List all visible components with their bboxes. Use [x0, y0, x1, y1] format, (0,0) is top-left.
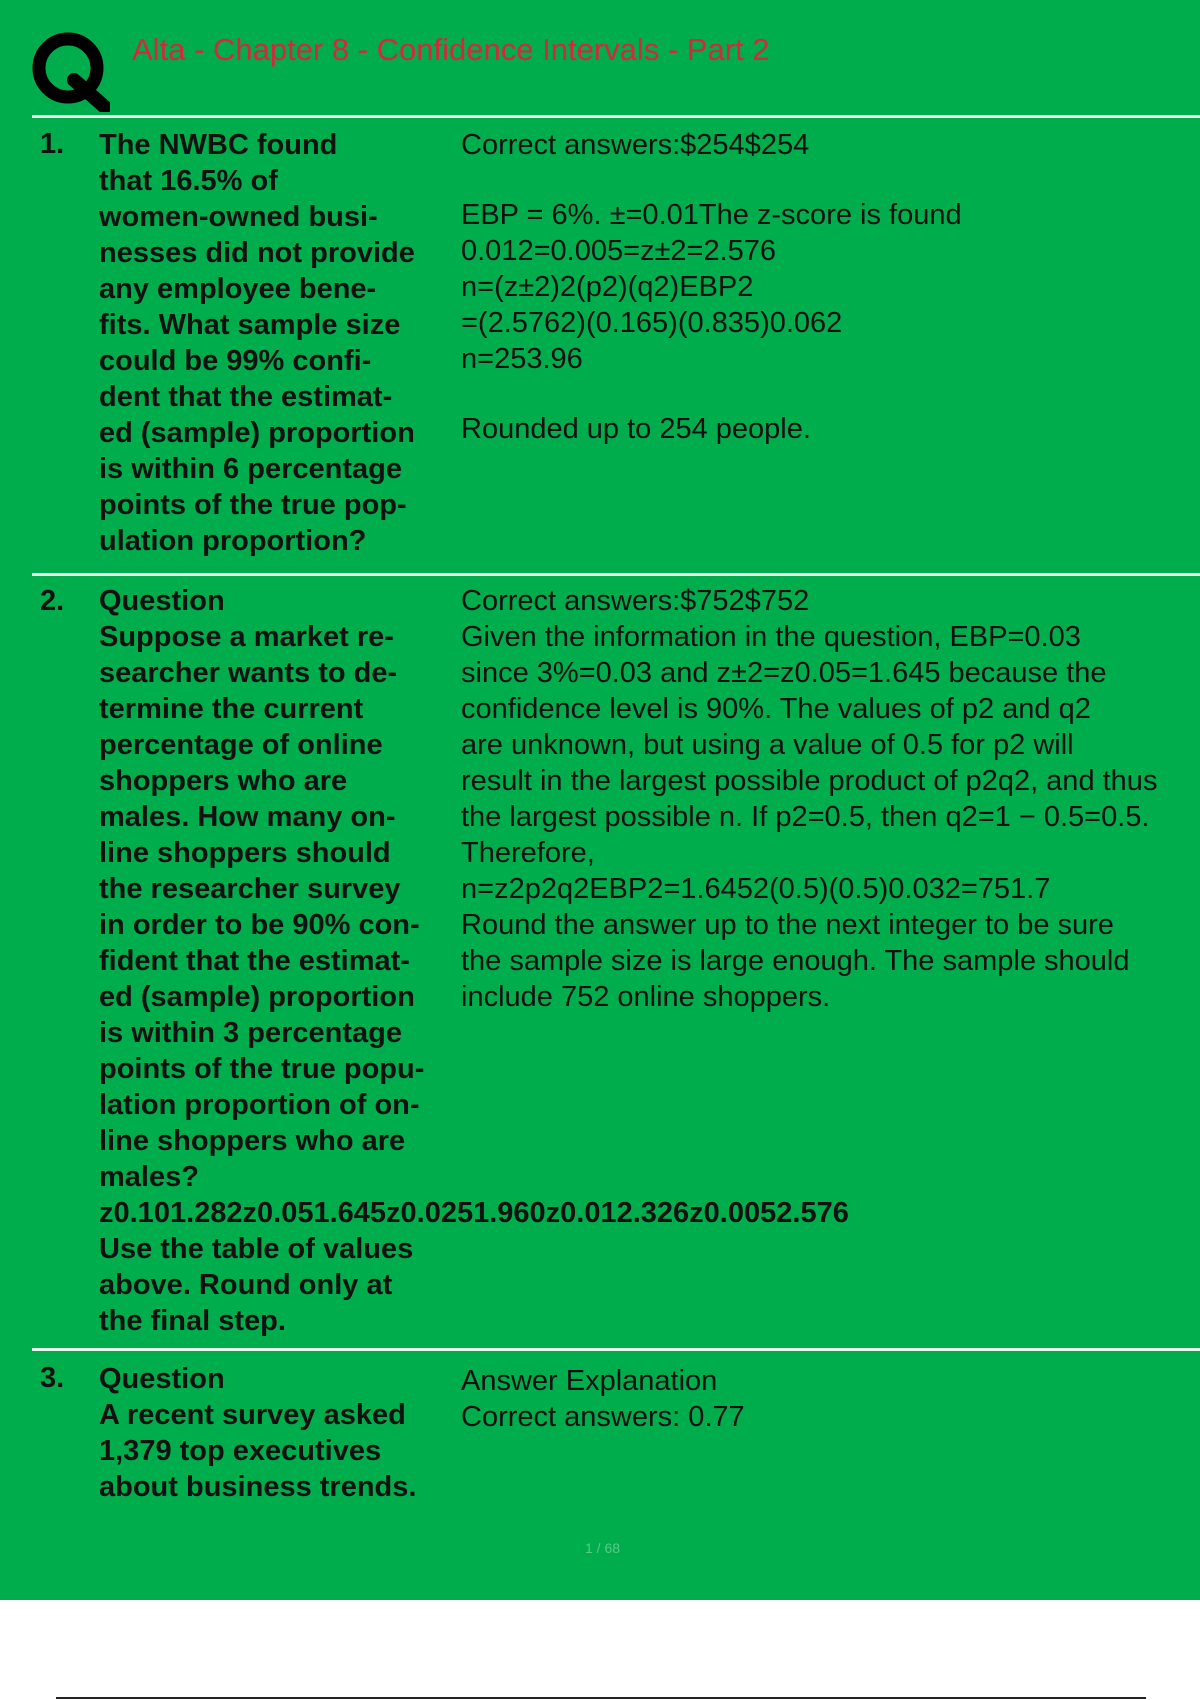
question-line: above. Round only at — [99, 1269, 393, 1301]
answer-line: 0.012=0.005=z±2=2.576 — [461, 235, 777, 267]
question-line: termine the current — [99, 693, 364, 725]
correct-answer: Correct answers: 0.77 — [461, 1401, 745, 1433]
question-line: nesses did not provide — [99, 237, 415, 269]
question-line: in order to be 90% con- — [99, 909, 420, 941]
question-line: any employee bene- — [99, 273, 377, 305]
divider — [32, 115, 1200, 118]
answer-text — [461, 1363, 1200, 1435]
answer-line: Therefore, — [461, 837, 595, 869]
question-line: points of the true pop- — [99, 489, 407, 521]
question-line: ulation proportion? — [99, 525, 367, 557]
answer-line: Answer Explanation — [461, 1365, 718, 1397]
answer-line: Round the answer up to the next integer to be sure — [461, 909, 1114, 941]
answer-line: Given the information in the question, EBP=0.03 — [461, 621, 1081, 653]
question-line: Use the table of values — [99, 1233, 414, 1265]
z-table-values: z0.101.282z0.051.645z0.0251.960z0.012.326z0.0052.576 — [99, 1197, 849, 1229]
question-text — [99, 127, 454, 559]
question-line: Suppose a market re- — [99, 621, 394, 653]
question-line: percentage of online — [99, 729, 383, 761]
question-number: 2. — [40, 585, 65, 617]
question-line: about business trends. — [99, 1471, 417, 1503]
question-line: the final step. — [99, 1305, 286, 1337]
question-line: searcher wants to de- — [99, 657, 398, 689]
question-line: shoppers who are — [99, 765, 348, 797]
answer-text — [461, 583, 1200, 1015]
question-line: women-owned busi- — [99, 201, 378, 233]
answer-line: n=253.96 — [461, 343, 583, 375]
question-line: the researcher survey — [99, 873, 401, 905]
question-line: is within 3 percentage — [99, 1017, 402, 1049]
question-line: that 16.5% of — [99, 165, 278, 197]
correct-answer: Correct answers:$752$752 — [461, 585, 810, 617]
answer-line: the largest possible n. If p2=0.5, then q2=1 − 0.5=0.5. — [461, 801, 1150, 833]
divider — [32, 1348, 1200, 1351]
answer-line: n=(z±2)2(p2)(q2)EBP2 — [461, 271, 754, 303]
question-line: line shoppers should — [99, 837, 391, 869]
page-number: 1 / 68 — [585, 1540, 621, 1556]
question-number: 3. — [40, 1362, 65, 1394]
question-line: males? — [99, 1161, 199, 1193]
question-line: points of the true popu- — [99, 1053, 425, 1085]
q-logo-icon — [30, 30, 110, 112]
divider — [32, 573, 1200, 576]
answer-line: Rounded up to 254 people. — [461, 413, 811, 445]
document-title: Alta - Chapter 8 - Confidence Intervals - Part 2 — [132, 32, 770, 67]
answer-line: =(2.5762)(0.165)(0.835)0.062 — [461, 307, 843, 339]
answer-text — [461, 127, 1200, 447]
answer-line: are unknown, but using a value of 0.5 for p2 will — [461, 729, 1074, 761]
question-line: could be 99% confi- — [99, 345, 372, 377]
question-line: A recent survey asked — [99, 1399, 406, 1431]
correct-answer: Correct answers:$254$254 — [461, 129, 810, 161]
answer-line: EBP = 6%. ±=0.01The z-score is found — [461, 199, 962, 231]
answer-line: since 3%=0.03 and z±2=z0.05=1.645 because the — [461, 657, 1107, 689]
question-text — [99, 1361, 454, 1505]
answer-line: include 752 online shoppers. — [461, 981, 831, 1013]
question-line: The NWBC found — [99, 129, 338, 161]
question-number: 1. — [40, 128, 65, 160]
answer-line: confidence level is 90%. The values of p2 and q2 — [461, 693, 1091, 725]
question-line: line shoppers who are — [99, 1125, 406, 1157]
question-line: Question — [99, 585, 225, 617]
question-line: ed (sample) proportion — [99, 981, 415, 1013]
question-line: is within 6 percentage — [99, 453, 402, 485]
question-line: 1,379 top executives — [99, 1435, 382, 1467]
answer-line: n=z2p2q2EBP2=1.6452(0.5)(0.5)0.032=751.7 — [461, 873, 1051, 905]
question-line: ed (sample) proportion — [99, 417, 415, 449]
question-line: fident that the estimat- — [99, 945, 410, 977]
question-line: Question — [99, 1363, 225, 1395]
question-line: males. How many on- — [99, 801, 396, 833]
question-line: fits. What sample size — [99, 309, 401, 341]
answer-line: the sample size is large enough. The sample should — [461, 945, 1130, 977]
question-line: dent that the estimat- — [99, 381, 393, 413]
footer-divider — [56, 1697, 1146, 1699]
answer-line: result in the largest possible product of p2q2, and thus — [461, 765, 1158, 797]
question-line: lation proportion of on- — [99, 1089, 420, 1121]
